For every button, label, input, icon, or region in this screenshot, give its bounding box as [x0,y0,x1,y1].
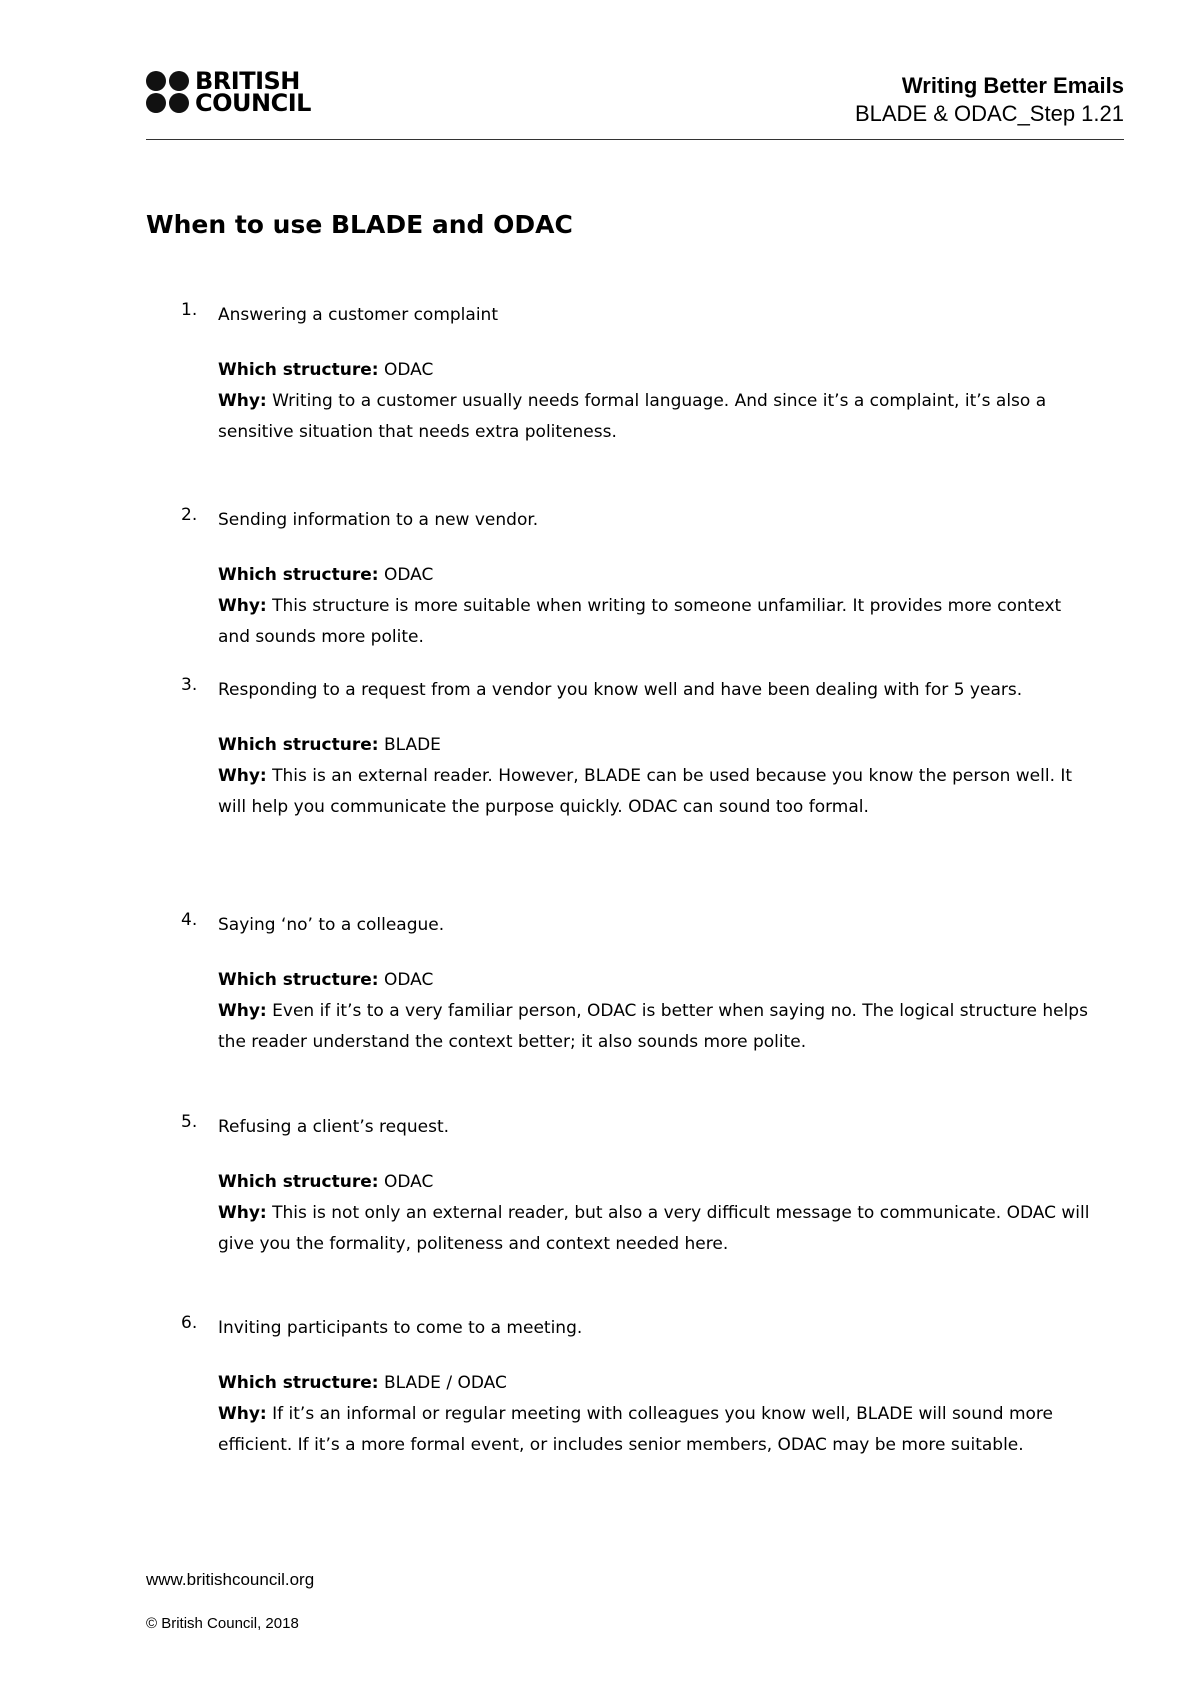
item-question: Saying ‘no’ to a colleague. [218,915,445,935]
logo-line-2: COUNCIL [195,89,311,117]
structure-value: ODAC [383,970,434,990]
item-number: 3. [181,675,198,695]
why-text: Writing to a customer usually needs formal language. And since it’s a complaint, it’s also a sensitive situation that needs extra politeness. [218,391,1047,442]
why-label: Why: [218,766,267,786]
why-text: This structure is more suitable when writing to someone unfamiliar. It provides more context and sounds more polite. [218,596,1062,647]
why-label: Why: [218,1001,267,1021]
item-question: Answering a customer complaint [218,305,498,325]
course-step: BLADE & ODAC_Step 1.21 [854,101,1124,126]
structure-label: Which structure: [218,360,379,380]
item-number: 1. [181,300,198,320]
structure-value: ODAC [383,1172,434,1192]
footer-url-link[interactable]: www.britishcouncil.org [146,1570,315,1589]
item-number: 2. [181,505,198,525]
item-number: 4. [181,910,198,930]
logo-line-1: BRITISH [195,67,300,95]
why-label: Why: [218,596,267,616]
item-question: Refusing a client’s request. [218,1117,450,1137]
item-number: 5. [181,1112,198,1132]
footer-copyright: © British Council, 2018 [146,1615,299,1632]
british-council-logo [146,67,311,117]
course-title: Writing Better Emails [901,73,1124,98]
header-divider [146,139,1124,140]
item-number: 6. [181,1313,198,1333]
structure-value: BLADE / ODAC [383,1373,507,1393]
logo-wordmark [195,67,311,117]
why-text: If it’s an informal or regular meeting with colleagues you know well, BLADE will sound more efficient. If it’s a more formal event, or includes senior members, ODAC may be more suitable. [218,1404,1053,1455]
why-label: Why: [218,391,267,411]
item-question: Responding to a request from a vendor you know well and have been dealing with for 5 years. [218,680,1023,700]
structure-label: Which structure: [218,1373,379,1393]
page-header [855,72,1124,128]
structure-label: Which structure: [218,1172,379,1192]
structure-label: Which structure: [218,735,379,755]
structure-value: ODAC [383,565,434,585]
structure-label: Which structure: [218,565,379,585]
why-label: Why: [218,1404,267,1424]
why-text: Even if it’s to a very familiar person, ODAC is better when saying no. The logical structure helps the reader understand the context better; it also sounds more polite. [218,1001,1088,1052]
item-question: Inviting participants to come to a meeting. [218,1318,583,1338]
item-question: Sending information to a new vendor. [218,510,539,530]
why-label: Why: [218,1203,267,1223]
structure-label: Which structure: [218,970,379,990]
why-text: This is an external reader. However, BLADE can be used because you know the person well. It will help you communicate the purpose quickly. ODAC can sound too formal. [218,766,1073,817]
page-title: When to use BLADE and ODAC [146,210,573,239]
logo-dots-icon [146,71,189,113]
structure-value: BLADE [383,735,441,755]
why-text: This is not only an external reader, but also a very difficult message to communicate. ODAC will give you the formality, politeness and context needed here. [218,1203,1090,1254]
structure-value: ODAC [383,360,434,380]
